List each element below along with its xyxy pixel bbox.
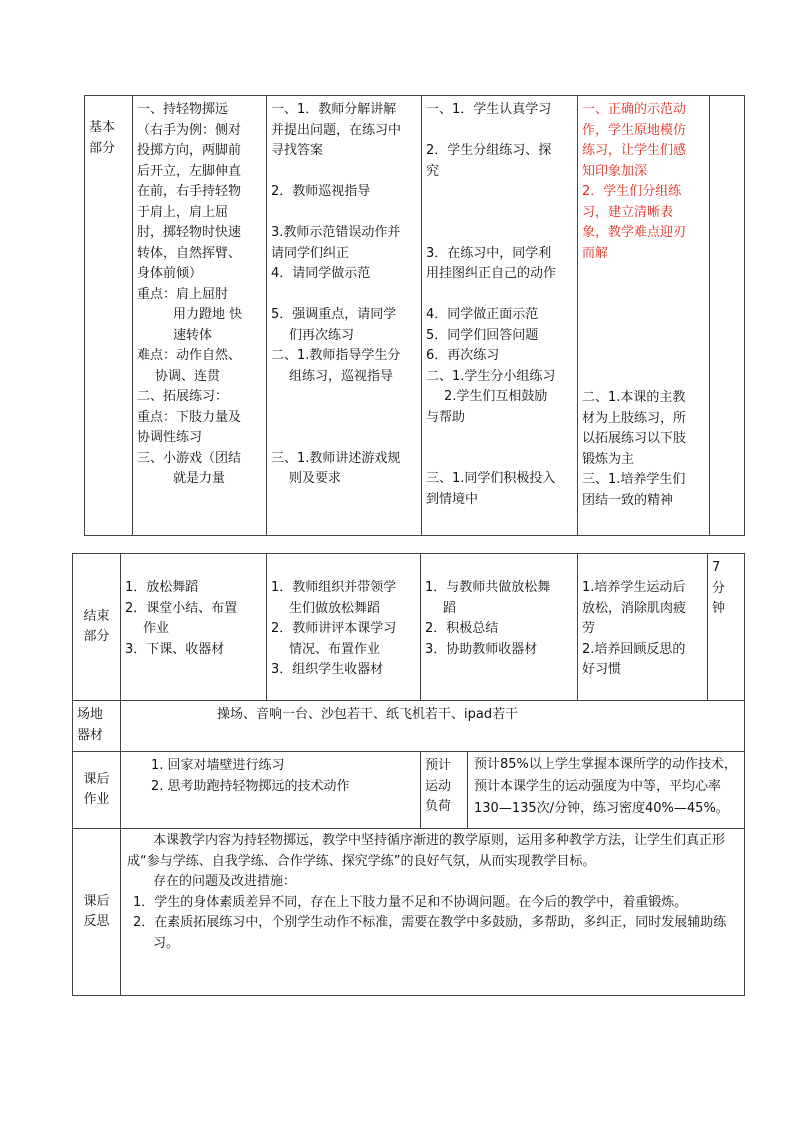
homework-label [77, 770, 116, 811]
ending-time-cell [708, 554, 745, 701]
basic-content-line: 协调性练习 [137, 430, 203, 445]
basic-student-line: 4．同学做正面示范 [426, 307, 539, 322]
basic-student-line: 用挂图纠正自己的动作 [426, 266, 557, 281]
reflection-text-cell [121, 829, 745, 996]
basic-student-line: 与帮助 [426, 409, 466, 425]
basic-student-line: 5．同学们回答问题 [426, 327, 539, 343]
basic-intent-black-line: 材为上肢练习，所 [582, 410, 687, 426]
basic-teacher-line: 一、1．教师分解讲解 [271, 102, 397, 117]
ending-content [125, 578, 262, 660]
basic-student-line: 三、1.同学们积极投入 [426, 471, 556, 486]
basic-content-line: 身体前倾） [137, 266, 203, 281]
basic-teacher-line: 二、1.教师指导学生分 [271, 348, 401, 363]
venue-label-cell [73, 701, 121, 752]
basic-student-line: 6．再次练习 [426, 348, 500, 363]
basic-label-line: 基本 [89, 120, 116, 135]
basic-student-line: 二、1.学生分小组练习 [426, 368, 556, 384]
ending-time-line: 钟 [712, 601, 726, 616]
basic-student-line: 究 [426, 163, 440, 179]
ending-student-line: 2．积极总结 [425, 621, 499, 636]
basic-teacher-line: 5．强调重点，请同学 [271, 307, 397, 322]
basic-teacher-line: 2．教师巡视指导 [271, 184, 371, 199]
basic-teacher-line [271, 408, 417, 429]
basic-label-line: 部分 [89, 140, 116, 156]
reflection-paragraph-1: 本课教学内容为持轻物掷远，教学中坚持循序渐进的教学原则，运用多种教学方法，让学生们真正形成“参与学练、自我学练、合作学练、探究学练”的良好气氛，从而实现教学目标。 [127, 833, 726, 869]
basic-intent-red-line: 练习，让学生们感 [582, 143, 687, 158]
ending-teacher-activities [271, 578, 416, 681]
ending-teacher-line: 生们做放松舞蹈 [289, 600, 381, 616]
reflection-label-cell [73, 829, 121, 996]
basic-teacher-line: 组练习，巡视指导 [289, 368, 394, 384]
basic-intent-red-line: 2．学生们分组练 [582, 184, 682, 199]
basic-student-line: 一、1．学生认真学习 [426, 102, 552, 117]
basic-student-line [426, 223, 573, 244]
basic-teacher-line: 寻找答案 [271, 143, 324, 158]
ending-student-cell [421, 554, 578, 701]
basic-content-line: 一、持轻物掷远 [137, 102, 229, 117]
basic-content-line: 就是力量 [173, 471, 226, 486]
ending-content-line: 作业 [143, 621, 170, 636]
ending-label-line: 结束 [83, 608, 110, 624]
basic-intent-black-line: 三、1.培养学生们 [582, 472, 686, 487]
basic-time-cell [710, 96, 745, 536]
basic-content-line: （右手为例：侧对 [137, 122, 242, 138]
load-label [425, 756, 463, 818]
ending-label [77, 607, 116, 648]
ending-time [712, 558, 740, 620]
basic-teacher-line [271, 387, 417, 408]
basic-label-cell [85, 96, 133, 536]
ending-label-cell [73, 554, 121, 701]
homework-items-line: 1. 回家对墙壁进行练习 [151, 758, 285, 773]
basic-student-line [426, 285, 573, 306]
ending-time-line: 7 [712, 560, 721, 575]
basic-teacher-cell [267, 96, 422, 536]
basic-teacher-activities [271, 100, 417, 490]
venue-label [77, 705, 116, 746]
ending-intent-line: 好习惯 [582, 662, 622, 677]
homework-load-wrapper [421, 752, 745, 829]
ending-intent-line: 1.培养学生运动后 [582, 580, 686, 595]
basic-label [89, 118, 128, 159]
basic-teacher-line [271, 203, 417, 224]
basic-content-line: 后开立，左脚伸直 [137, 163, 242, 179]
reflection-label [77, 892, 116, 933]
ending-intent-line: 2.培养回顾反思的 [582, 641, 686, 657]
homework-label-line: 课后 [83, 771, 110, 787]
basic-student-line [426, 182, 573, 203]
basic-student-line [426, 428, 573, 449]
homework-items-cell [121, 752, 421, 829]
basic-content-line: 于肩上，肩上屈 [137, 204, 229, 220]
basic-content-line: 重点：肩上屈肘 [137, 286, 229, 302]
basic-teacher-line [271, 285, 417, 306]
basic-content-line: 投掷方向，两脚前 [137, 143, 242, 158]
basic-student-line [426, 121, 573, 142]
basic-teacher-line: 请同学们纠正 [271, 245, 350, 261]
ending-intent-line: 放松，消除肌肉疲 [582, 600, 687, 616]
basic-content-line: 肘，掷轻物时快速 [137, 225, 242, 240]
ending-section-table [72, 553, 745, 996]
ending-teacher-line: 情况、布置作业 [289, 641, 381, 657]
basic-student-line: 2.学生们互相鼓励 [444, 389, 548, 404]
basic-student-line: 3．在练习中，同学利 [426, 245, 552, 261]
basic-teacher-line [271, 162, 417, 183]
basic-intent-red [582, 100, 705, 264]
basic-content-line: 二、拓展练习： [137, 389, 229, 404]
ending-content-line: 1．放松舞蹈 [125, 580, 199, 595]
load-label-line: 运动 [425, 778, 452, 794]
basic-content-line: 三、小游戏（团结 [137, 450, 242, 466]
load-text: 预计85%以上学生掌握本课所学的动作技术，预计本课学生的运动强度为中等，平均心率130—135次/分钟，练习密度40%—45%。 [474, 757, 737, 816]
basic-intent-black-line: 二、1.本课的主教 [582, 390, 686, 405]
ending-time-line: 分 [712, 580, 726, 596]
basic-intent-red-line: 而解 [582, 245, 609, 261]
basic-student-line [426, 449, 573, 470]
ending-student-line: 1．与教师共做放松舞 [425, 580, 551, 595]
basic-content-cell [133, 96, 267, 536]
venue-text: 操场、音响一台、沙包若干、纸飞机若干、ipad若干 [217, 707, 519, 722]
homework-items-line: 2. 思考助跑持轻物掷远的技术动作 [151, 778, 350, 794]
ending-student-line: 蹈 [443, 600, 457, 616]
reflection-item-2: 2．在素质拓展练习中，个别学生动作不标准，需要在教学中多鼓励，多帮助，多纠正，同时发展辅助练习。 [133, 915, 727, 951]
reflection-item-1: 1．学生的身体素质差异不同，存在上下肢力量不足和不协调问题。在今后的教学中，着重锻炼。 [133, 894, 688, 910]
venue-label-line: 器材 [77, 727, 104, 743]
basic-content-line: 速转体 [173, 327, 213, 343]
basic-content-line: 难点：动作自然、 [137, 348, 242, 363]
ending-intent-cell [578, 554, 708, 701]
basic-intent-red-line: 知印象加深 [582, 163, 648, 179]
basic-student-cell [422, 96, 578, 536]
reflection-paragraph-2: 存在的问题及改进措施： [153, 874, 297, 889]
load-label-cell [421, 752, 468, 828]
basic-content-line: 协调、连贯 [155, 368, 221, 384]
reflection-label-line: 课后 [83, 893, 110, 909]
ending-teacher-line: 2．教师讲评本课学习 [271, 621, 397, 636]
basic-intent-black-line: 锻炼为主 [582, 451, 635, 467]
basic-content [137, 100, 262, 490]
basic-teacher-line [271, 428, 417, 449]
ending-content-line: 3．下课、收器材 [125, 641, 225, 657]
basic-teacher-line: 则及要求 [289, 471, 342, 486]
ending-content-cell [121, 554, 267, 701]
homework-items [151, 756, 416, 797]
ending-student-line: 3．协助教师收器材 [425, 641, 538, 657]
basic-student-line: 到情境中 [426, 491, 479, 507]
basic-teacher-line: 3.教师示范错误动作并 [271, 225, 401, 240]
basic-intent-black-line: 以拓展练习以下肢 [582, 431, 687, 446]
basic-intent-red-line: 习，建立清晰表 [582, 204, 674, 220]
load-label-line: 预计 [425, 758, 452, 773]
basic-intent-cell [578, 96, 710, 536]
basic-student-activities [426, 100, 573, 510]
basic-intent-red-line: 一、正确的示范动 [582, 102, 687, 117]
basic-teacher-line: 并提出问题，在练习中 [271, 122, 402, 138]
ending-student-activities [425, 578, 573, 660]
venue-text-cell [121, 701, 745, 752]
basic-content-line: 转体，自然挥臂、 [137, 245, 242, 261]
basic-intent-red-line: 象，教学难点迎刃 [582, 225, 687, 240]
homework-label-line: 作业 [83, 792, 110, 807]
basic-intent-red-line: 作，学生原地模仿 [582, 122, 687, 138]
basic-content-line: 在前，右手持轻物 [137, 184, 242, 199]
basic-teacher-line: 三、1.教师讲述游戏规 [271, 450, 401, 466]
load-text-cell [468, 752, 745, 828]
ending-teacher-line: 1．教师组织并带领学 [271, 580, 397, 595]
ending-teacher-line: 3．组织学生收器材 [271, 662, 384, 677]
reflection-label-line: 反思 [83, 914, 110, 929]
basic-content-line: 用力蹬地 快 [173, 307, 243, 322]
homework-label-cell [73, 752, 121, 829]
basic-teacher-line: 4．请同学做示范 [271, 266, 371, 281]
ending-intent-line: 劳 [582, 621, 596, 636]
ending-intent [582, 578, 703, 681]
basic-intent-black [582, 388, 705, 511]
ending-content-line: 2．课堂小结、布置 [125, 600, 238, 616]
basic-student-line: 2．学生分组练习、探 [426, 143, 552, 158]
basic-content-line: 重点：下肢力量及 [137, 409, 242, 425]
ending-label-line: 部分 [83, 629, 110, 644]
venue-label-line: 场地 [77, 707, 104, 722]
basic-section-table [84, 95, 745, 536]
load-label-line: 负荷 [425, 799, 452, 814]
basic-teacher-line: 们再次练习 [289, 327, 355, 343]
basic-student-line [426, 203, 573, 224]
basic-intent-black-line: 团结一致的精神 [582, 492, 674, 508]
ending-teacher-cell [267, 554, 421, 701]
